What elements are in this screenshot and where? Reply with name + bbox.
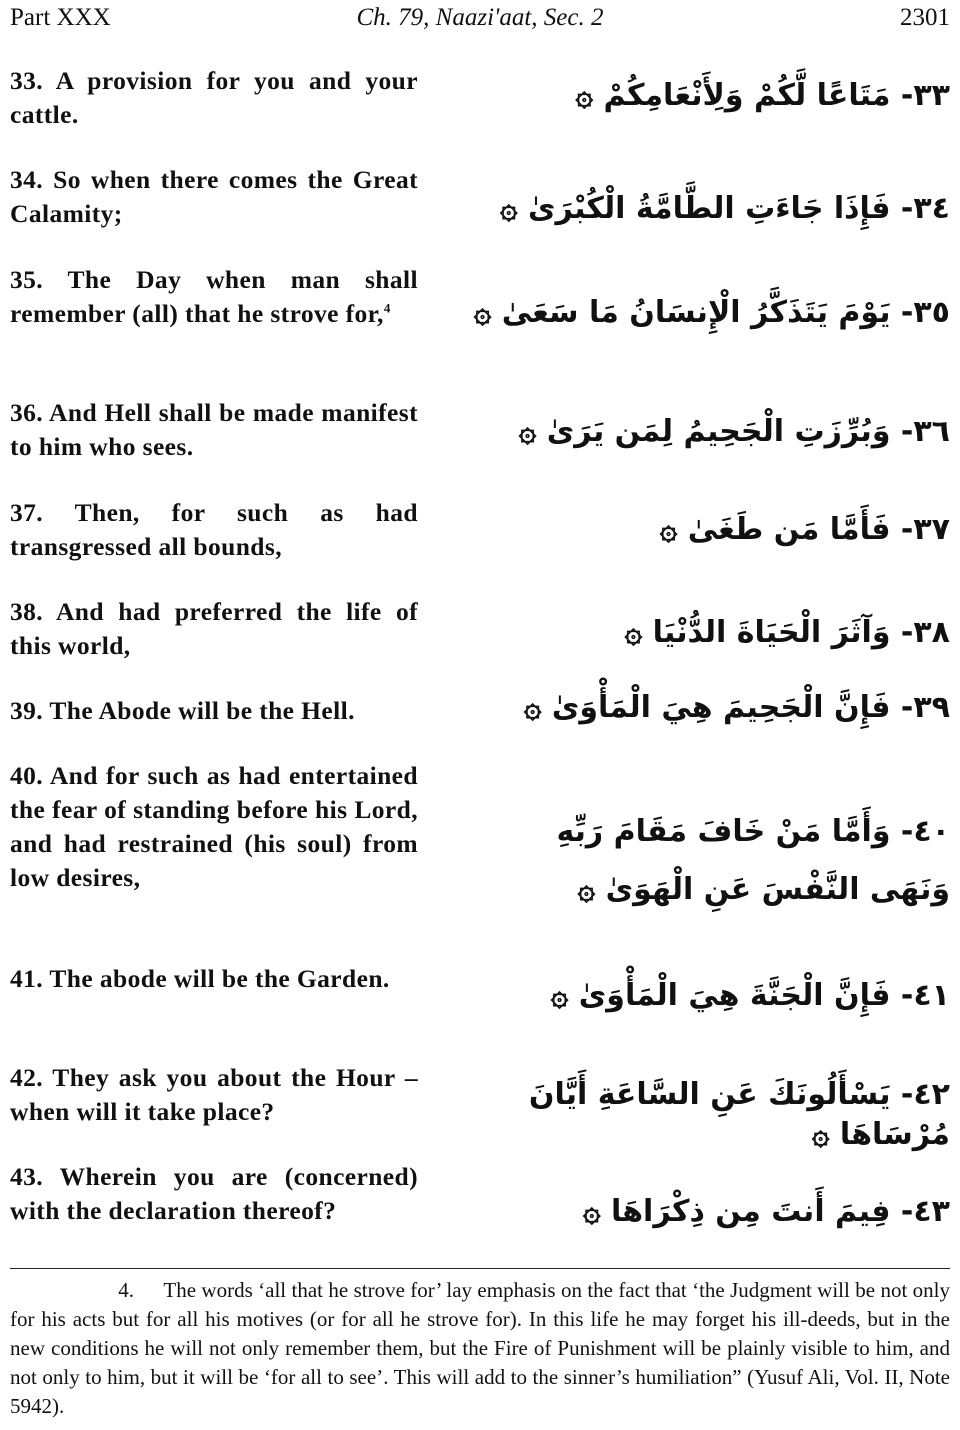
- verse-41: [10, 962, 950, 1032]
- verse-38: [10, 595, 950, 665]
- verse-35: [10, 263, 950, 367]
- verse-text: 35. The Day when man shall remember (all) that he strove for,: [10, 265, 418, 328]
- verse-arabic: ٤٣- فِيمَ أَنتَ مِن ذِكْرَاهَا ۞: [582, 1194, 950, 1229]
- verse-arabic: ٣٤- فَإِذَا جَاءَتِ الطَّامَّةُ الْكُبْرَىٰ ۞: [499, 191, 950, 226]
- chapter-title: Ch. 79, Naazi'aat, Sec. 2: [356, 4, 604, 31]
- verse-arabic: ٤١- فَإِنَّ الْجَنَّةَ هِيَ الْمَأْوَىٰ ۞: [550, 978, 950, 1013]
- verse-translation: 37. Then, for such as had transgressed all bounds,: [10, 498, 418, 561]
- verse-translation: 34. So when there comes the Great Calamity;: [10, 165, 418, 228]
- verse-translation: 36. And Hell shall be made manifest to him who sees.: [10, 398, 418, 461]
- verse-translation: 40. And for such as had entertained the fear of standing before his Lord, and had restrained (his soul) from low desires,: [10, 761, 418, 892]
- verse-arabic: ٣٩- فَإِنَّ الْجَحِيمَ هِيَ الْمَأْوَىٰ ۞: [523, 690, 950, 725]
- verse-translation: 33. A provision for you and your cattle.: [10, 66, 418, 129]
- part-label: Part XXX: [10, 4, 111, 31]
- page-number: 2301: [900, 4, 950, 31]
- verse-arabic: ٣٧- فَأَمَّا مَن طَغَىٰ ۞: [659, 512, 950, 547]
- verse-arabic: ٤٠- وَأَمَّا مَنْ خَافَ مَقَامَ رَبِّهِ وَنَهَى النَّفْسَ عَنِ الْهَوَىٰ ۞: [556, 814, 950, 907]
- verse-43: [10, 1160, 950, 1264]
- verse-37: [10, 496, 950, 566]
- verse-42: [10, 1061, 950, 1152]
- verse-40: [10, 759, 950, 931]
- footnote-marker: 4: [383, 300, 391, 316]
- verse-arabic: ٤٢- يَسْأَلُونَكَ عَنِ السَّاعَةِ أَيَّانَ مُرْسَاهَا ۞: [528, 1077, 950, 1152]
- verse-translation: 39. The Abode will be the Hell.: [10, 696, 355, 725]
- verse-translation: [10, 263, 418, 331]
- footnote-text: The words ‘all that he strove for’ lay emphasis on the fact that ‘the Judgment will be not only for his acts but for all his motives (or for all he strove for). In this life he may forget his ill-deeds, but in the new conditions he will not only remember them, but the Fire of Punishment will be plainly visible to him, and not only to him, but it will be ‘for all to see’. This will add to the sinner’s humiliation” (Yusuf Ali, Vol. II, Note 5942).: [10, 1278, 950, 1418]
- verse-arabic: ٣٥- يَوْمَ يَتَذَكَّرُ الْإِنسَانُ مَا سَعَىٰ ۞: [473, 295, 950, 330]
- verse-arabic: ٣٨- وَآثَرَ الْحَيَاةَ الدُّنْيَا ۞: [624, 615, 950, 650]
- verse-36: [10, 396, 950, 466]
- verse-33: [10, 64, 950, 134]
- verse-translation: 38. And had preferred the life of this world,: [10, 597, 418, 660]
- footnote-divider: [10, 1268, 950, 1269]
- verse-translation: 43. Wherein you are (concerned) with the declaration thereof?: [10, 1162, 418, 1225]
- verse-39: [10, 690, 950, 730]
- verse-34: [10, 163, 950, 233]
- verse-translation: 42. They ask you about the Hour – when will it take place?: [10, 1063, 418, 1126]
- verse-arabic: ٣٣- مَتَاعًا لَّكُمْ وَلِأَنْعَامِكُمْ ۞: [575, 78, 950, 113]
- verse-translation: 41. The abode will be the Garden.: [10, 964, 390, 993]
- footnote: [10, 1276, 950, 1421]
- footnote-number: 4.: [118, 1278, 134, 1302]
- page-header: [10, 4, 950, 34]
- verse-arabic: ٣٦- وَبُرِّزَتِ الْجَحِيمُ لِمَن يَرَىٰ ۞: [518, 414, 950, 449]
